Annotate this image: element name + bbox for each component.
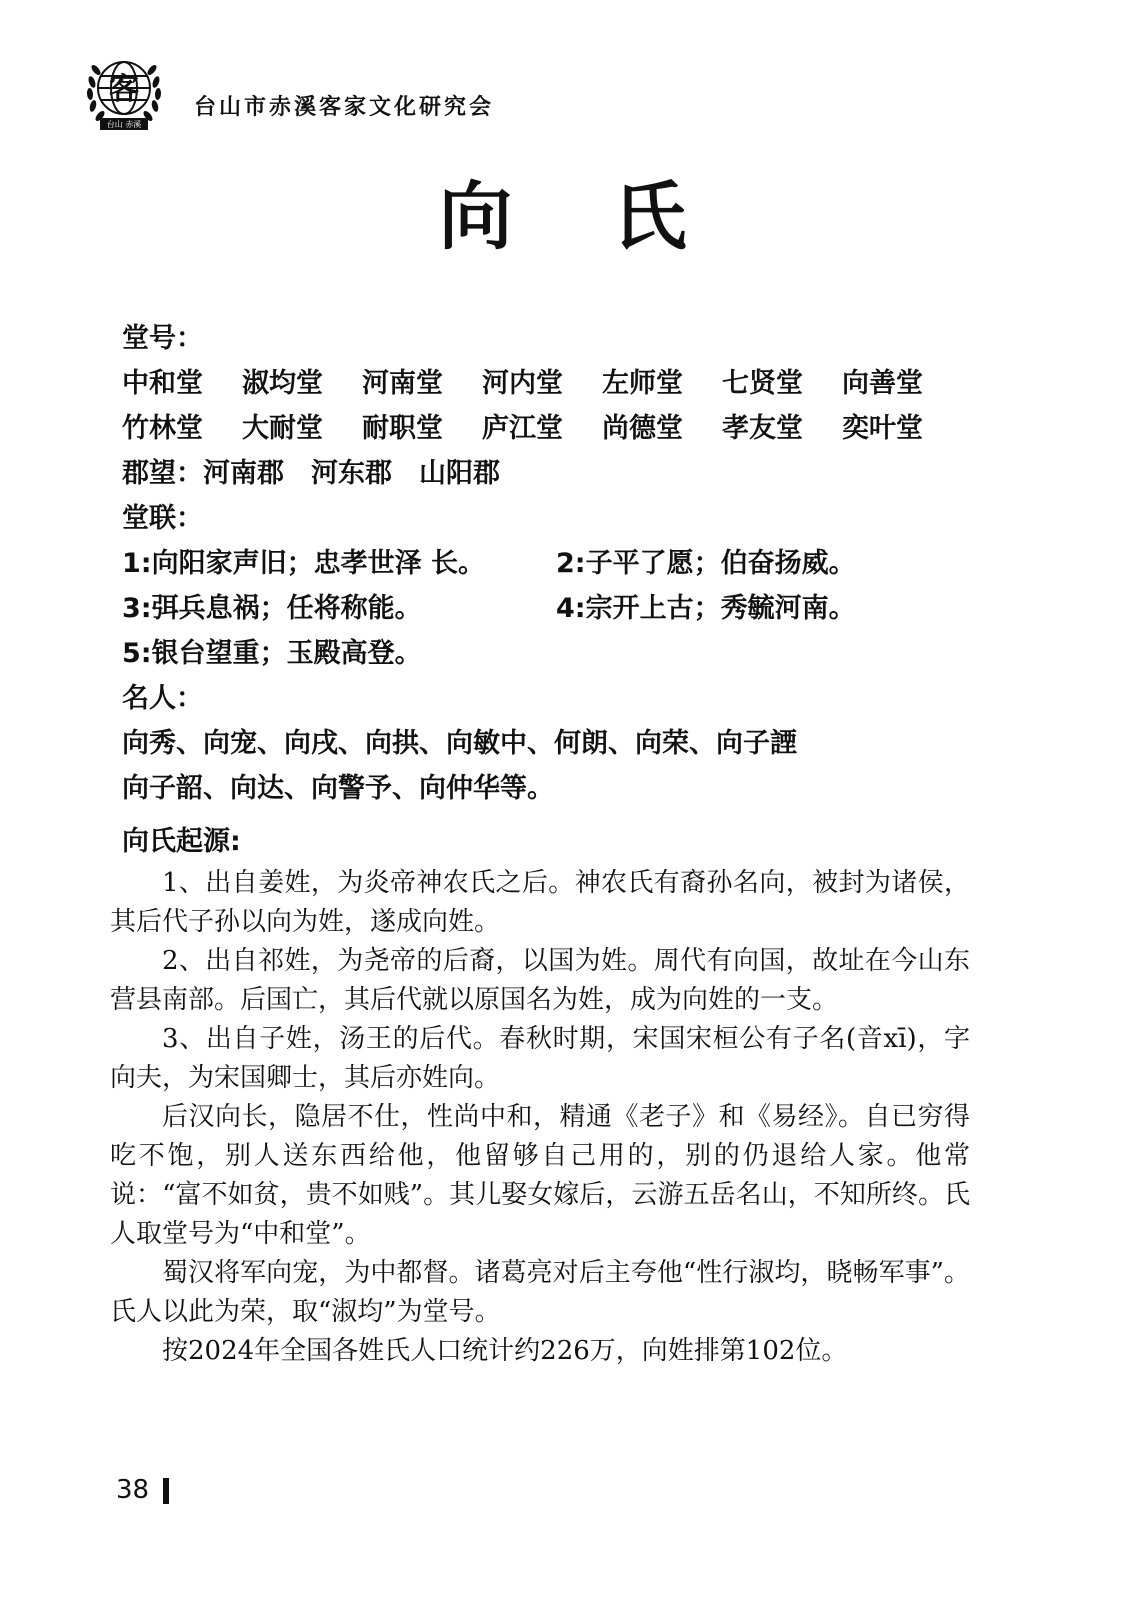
halls-row-1 <box>122 361 1022 406</box>
origin-body <box>110 864 970 1371</box>
couplet-item: 2:子平了愿；伯奋扬威。 <box>556 548 856 579</box>
title-char-1: 向 <box>438 174 513 260</box>
famous-line-1: 向秀、向宠、向戌、向拱、向敏中、何朗、向荣、向子諲 <box>122 728 797 759</box>
origin-paragraph: 按2024年全国各姓氏人口统计约226万，向姓排第102位。 <box>162 1336 848 1366</box>
commandery-item: 山阳郡 <box>419 458 500 489</box>
origin-paragraph: 蜀汉将军向宠，为中都督。诸葛亮对后主夸他“性行淑均，晓畅军事”。氏人以此为荣，取“淑均”为堂号。 <box>110 1258 970 1327</box>
page-header <box>84 52 784 142</box>
origin-paragraph: 1、出自姜姓，为炎帝神农氏之后。神农氏有裔孙名向，被封为诸侯，其后代子孙以向为姓，遂成向姓。 <box>110 868 970 937</box>
hall-name: 河内堂 <box>482 368 563 399</box>
commandery-line <box>122 451 1022 496</box>
page-bar <box>163 1478 169 1504</box>
surname-info <box>122 316 1022 864</box>
famous-line-2: 向子韶、向达、向警予、向仲华等。 <box>122 773 554 804</box>
couplet-item: 5:银台望重；玉殿高登。 <box>122 638 422 669</box>
hall-name: 淑均堂 <box>242 368 323 399</box>
svg-text:客: 客 <box>109 72 139 107</box>
hall-name: 耐职堂 <box>362 413 443 444</box>
hall-name: 孝友堂 <box>722 413 803 444</box>
couplets-label: 堂联： <box>122 503 203 534</box>
org-name: 台山市赤溪客家文化研究会 <box>194 94 495 120</box>
origin-label: 向氏起源: <box>122 826 241 857</box>
famous-label: 名人： <box>122 683 203 714</box>
origin-paragraph: 2、出自祁姓，为尧帝的后裔，以国为姓。周代有向国，故址在今山东营县南部。后国亡，其后代就以原国名为姓，成为向姓的一支。 <box>110 946 970 1015</box>
origin-paragraph: 后汉向长，隐居不仕，性尚中和，精通《老子》和《易经》。自已穷得吃不饱，别人送东西给他，他留够自己用的，别的仍退给人家。他常说：“富不如贫，贵不如贱”。其儿娶女嫁后，云游五岳名山，不知所终。氏人取堂号为“中和堂”。 <box>110 1102 970 1249</box>
hall-name: 庐江堂 <box>482 413 563 444</box>
halls-label: 堂号： <box>122 323 203 354</box>
org-logo-icon <box>84 52 164 134</box>
hall-name: 河南堂 <box>362 368 443 399</box>
hall-name: 左师堂 <box>602 368 683 399</box>
hall-name: 七贤堂 <box>722 368 803 399</box>
page-footer <box>116 1470 169 1510</box>
page-number: 38 <box>116 1475 150 1505</box>
hall-name: 奕叶堂 <box>842 413 923 444</box>
origin-paragraph: 3、出自子姓，汤王的后代。春秋时期，宋国宋桓公有子名(音xī)，字向夫，为宋国卿士，其后亦姓向。 <box>110 1024 970 1093</box>
hall-name: 竹林堂 <box>122 413 203 444</box>
hall-name: 向善堂 <box>842 368 923 399</box>
hall-name: 尚德堂 <box>602 413 683 444</box>
couplet-item: 3:弭兵息祸；任将称能。 <box>122 593 422 624</box>
hall-name: 大耐堂 <box>242 413 323 444</box>
title-char-2: 氏 <box>612 174 687 260</box>
commandery-label: 郡望： <box>122 458 203 489</box>
couplets-row-1 <box>122 541 1022 586</box>
hall-name: 中和堂 <box>122 368 203 399</box>
couplet-item: 1:向阳家声旧；忠孝世泽 长。 <box>122 548 485 579</box>
halls-row-2 <box>122 406 1022 451</box>
commandery-item: 河东郡 <box>311 458 392 489</box>
couplets-row-2 <box>122 586 1022 631</box>
couplet-item: 4:宗开上古；秀毓河南。 <box>556 593 856 624</box>
commandery-item: 河南郡 <box>203 458 284 489</box>
couplets-row-3 <box>122 631 1022 676</box>
svg-text:台山 赤溪: 台山 赤溪 <box>106 120 142 129</box>
page-title <box>0 172 1125 262</box>
